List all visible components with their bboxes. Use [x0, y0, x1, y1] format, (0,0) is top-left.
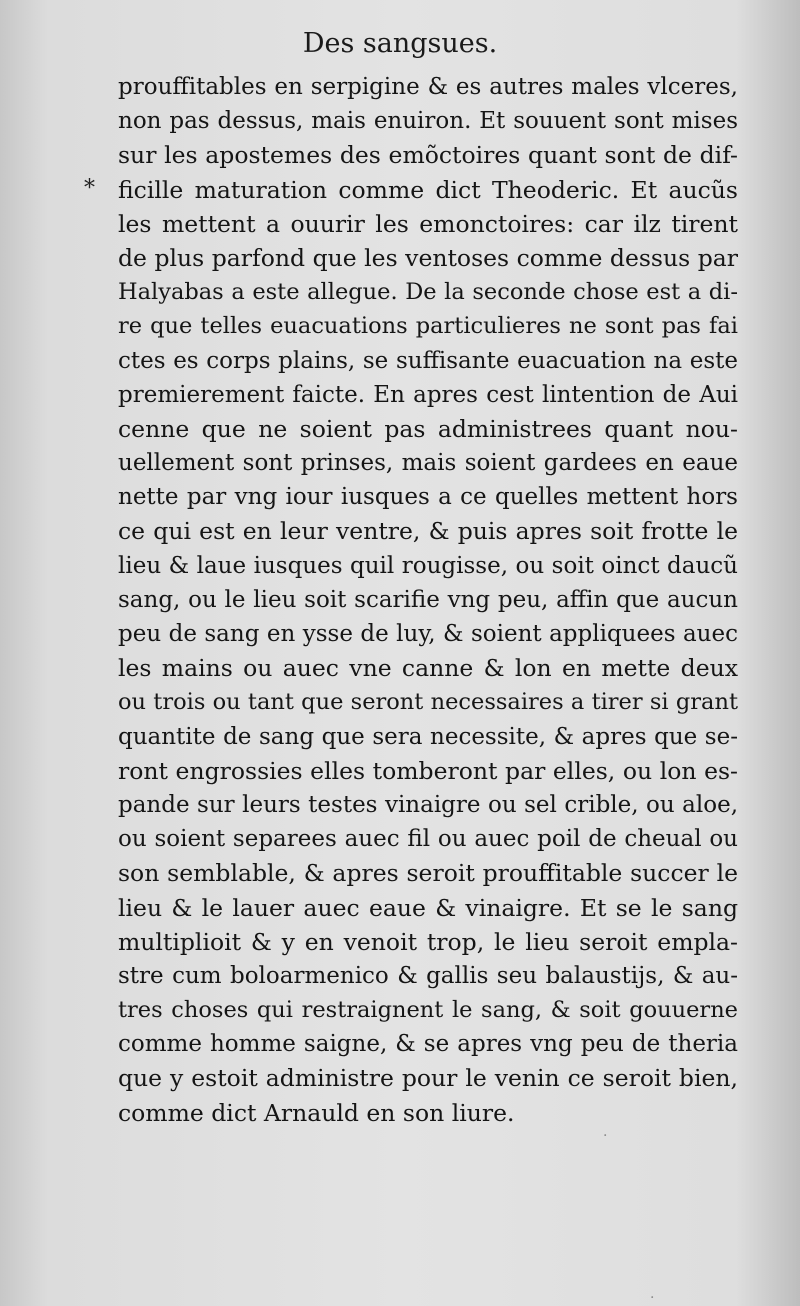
text-line: premierement faicte. En apres cest lintention de Aui [118, 381, 738, 408]
text-line: lieu & laue iusques quil rougisse, ou soit oinct daucũ [118, 552, 738, 579]
text-line: ront engrossies elles tomberont par elles, ou lon es- [118, 756, 738, 785]
text-line: pande sur leurs testes vinaigre ou sel crible, ou aloe, [118, 791, 738, 818]
text-line: de plus parfond que les ventoses comme dessus par [118, 243, 738, 272]
text-line: les mettent a ouurir les emonctoires: car ilz tirent [118, 209, 738, 238]
text-line: ctes es corps plains, se suffisante euacuation na este [118, 347, 738, 374]
text-line: comme dict Arnauld en son liure. [118, 1098, 515, 1127]
marginal-asterisk: * [84, 176, 95, 201]
text-line: non pas dessus, mais enuiron. Et souuent sont mises [118, 108, 738, 135]
text-line: ou trois ou tant que seront necessaires a tirer si grant [118, 689, 738, 716]
text-line: les mains ou auec vne canne & lon en mette deux [118, 654, 738, 683]
body-text [118, 70, 738, 1130]
text-line: peu de sang en ysse de luy, & soient appliquees auec [118, 621, 738, 647]
text-line: nette par vng iour iusques a ce quelles mettent hors [118, 484, 738, 511]
text-line: sur les apostemes des emõctoires quant sont de dif- [118, 141, 738, 170]
text-line: re que telles euacuations particulieres ne sont pas fai [118, 313, 738, 340]
text-line: ficille maturation comme dict Theoderic. Et aucũs [118, 175, 738, 204]
ink-speck: · [650, 1290, 655, 1306]
text-line: multiplioit & y en venoit trop, le lieu seroit empla- [118, 927, 738, 956]
running-header: Des sangsues. [302, 28, 498, 59]
text-line: Halyabas a este allegue. De la seconde chose est a di- [118, 279, 738, 306]
text-line: ou soient separees auec fil ou auec poil de cheual ou [118, 826, 738, 853]
text-line: son semblable, & apres seroit prouffitable succer le [118, 859, 738, 888]
text-line: lieu & le lauer auec eaue & vinaigre. Et se le sang [118, 893, 738, 922]
text-line: quantite de sang que sera necessite, & apres que se- [118, 723, 738, 750]
text-line: uellement sont prinses, mais soient gardees en eaue [118, 450, 738, 477]
text-line: prouffitables en serpigine & es autres males vlceres, [118, 74, 738, 100]
text-line: comme homme saigne, & se apres vng peu de theria [118, 1031, 738, 1058]
text-line: tres choses qui restraignent le sang, & soit gouuerne [118, 997, 738, 1024]
text-line: cenne que ne soient pas administrees quant nou- [118, 414, 738, 443]
text-line: stre cum boloarmenico & gallis seu balaustijs, & au- [118, 962, 738, 989]
text-line: sang, ou le lieu soit scarifie vng peu, affin que aucun [118, 586, 738, 613]
text-line: que y estoit administre pour le venin ce seroit bien, [118, 1064, 738, 1093]
text-line: ce qui est en leur ventre, & puis apres soit frotte le [118, 517, 738, 546]
ink-speck: · [603, 1128, 608, 1144]
